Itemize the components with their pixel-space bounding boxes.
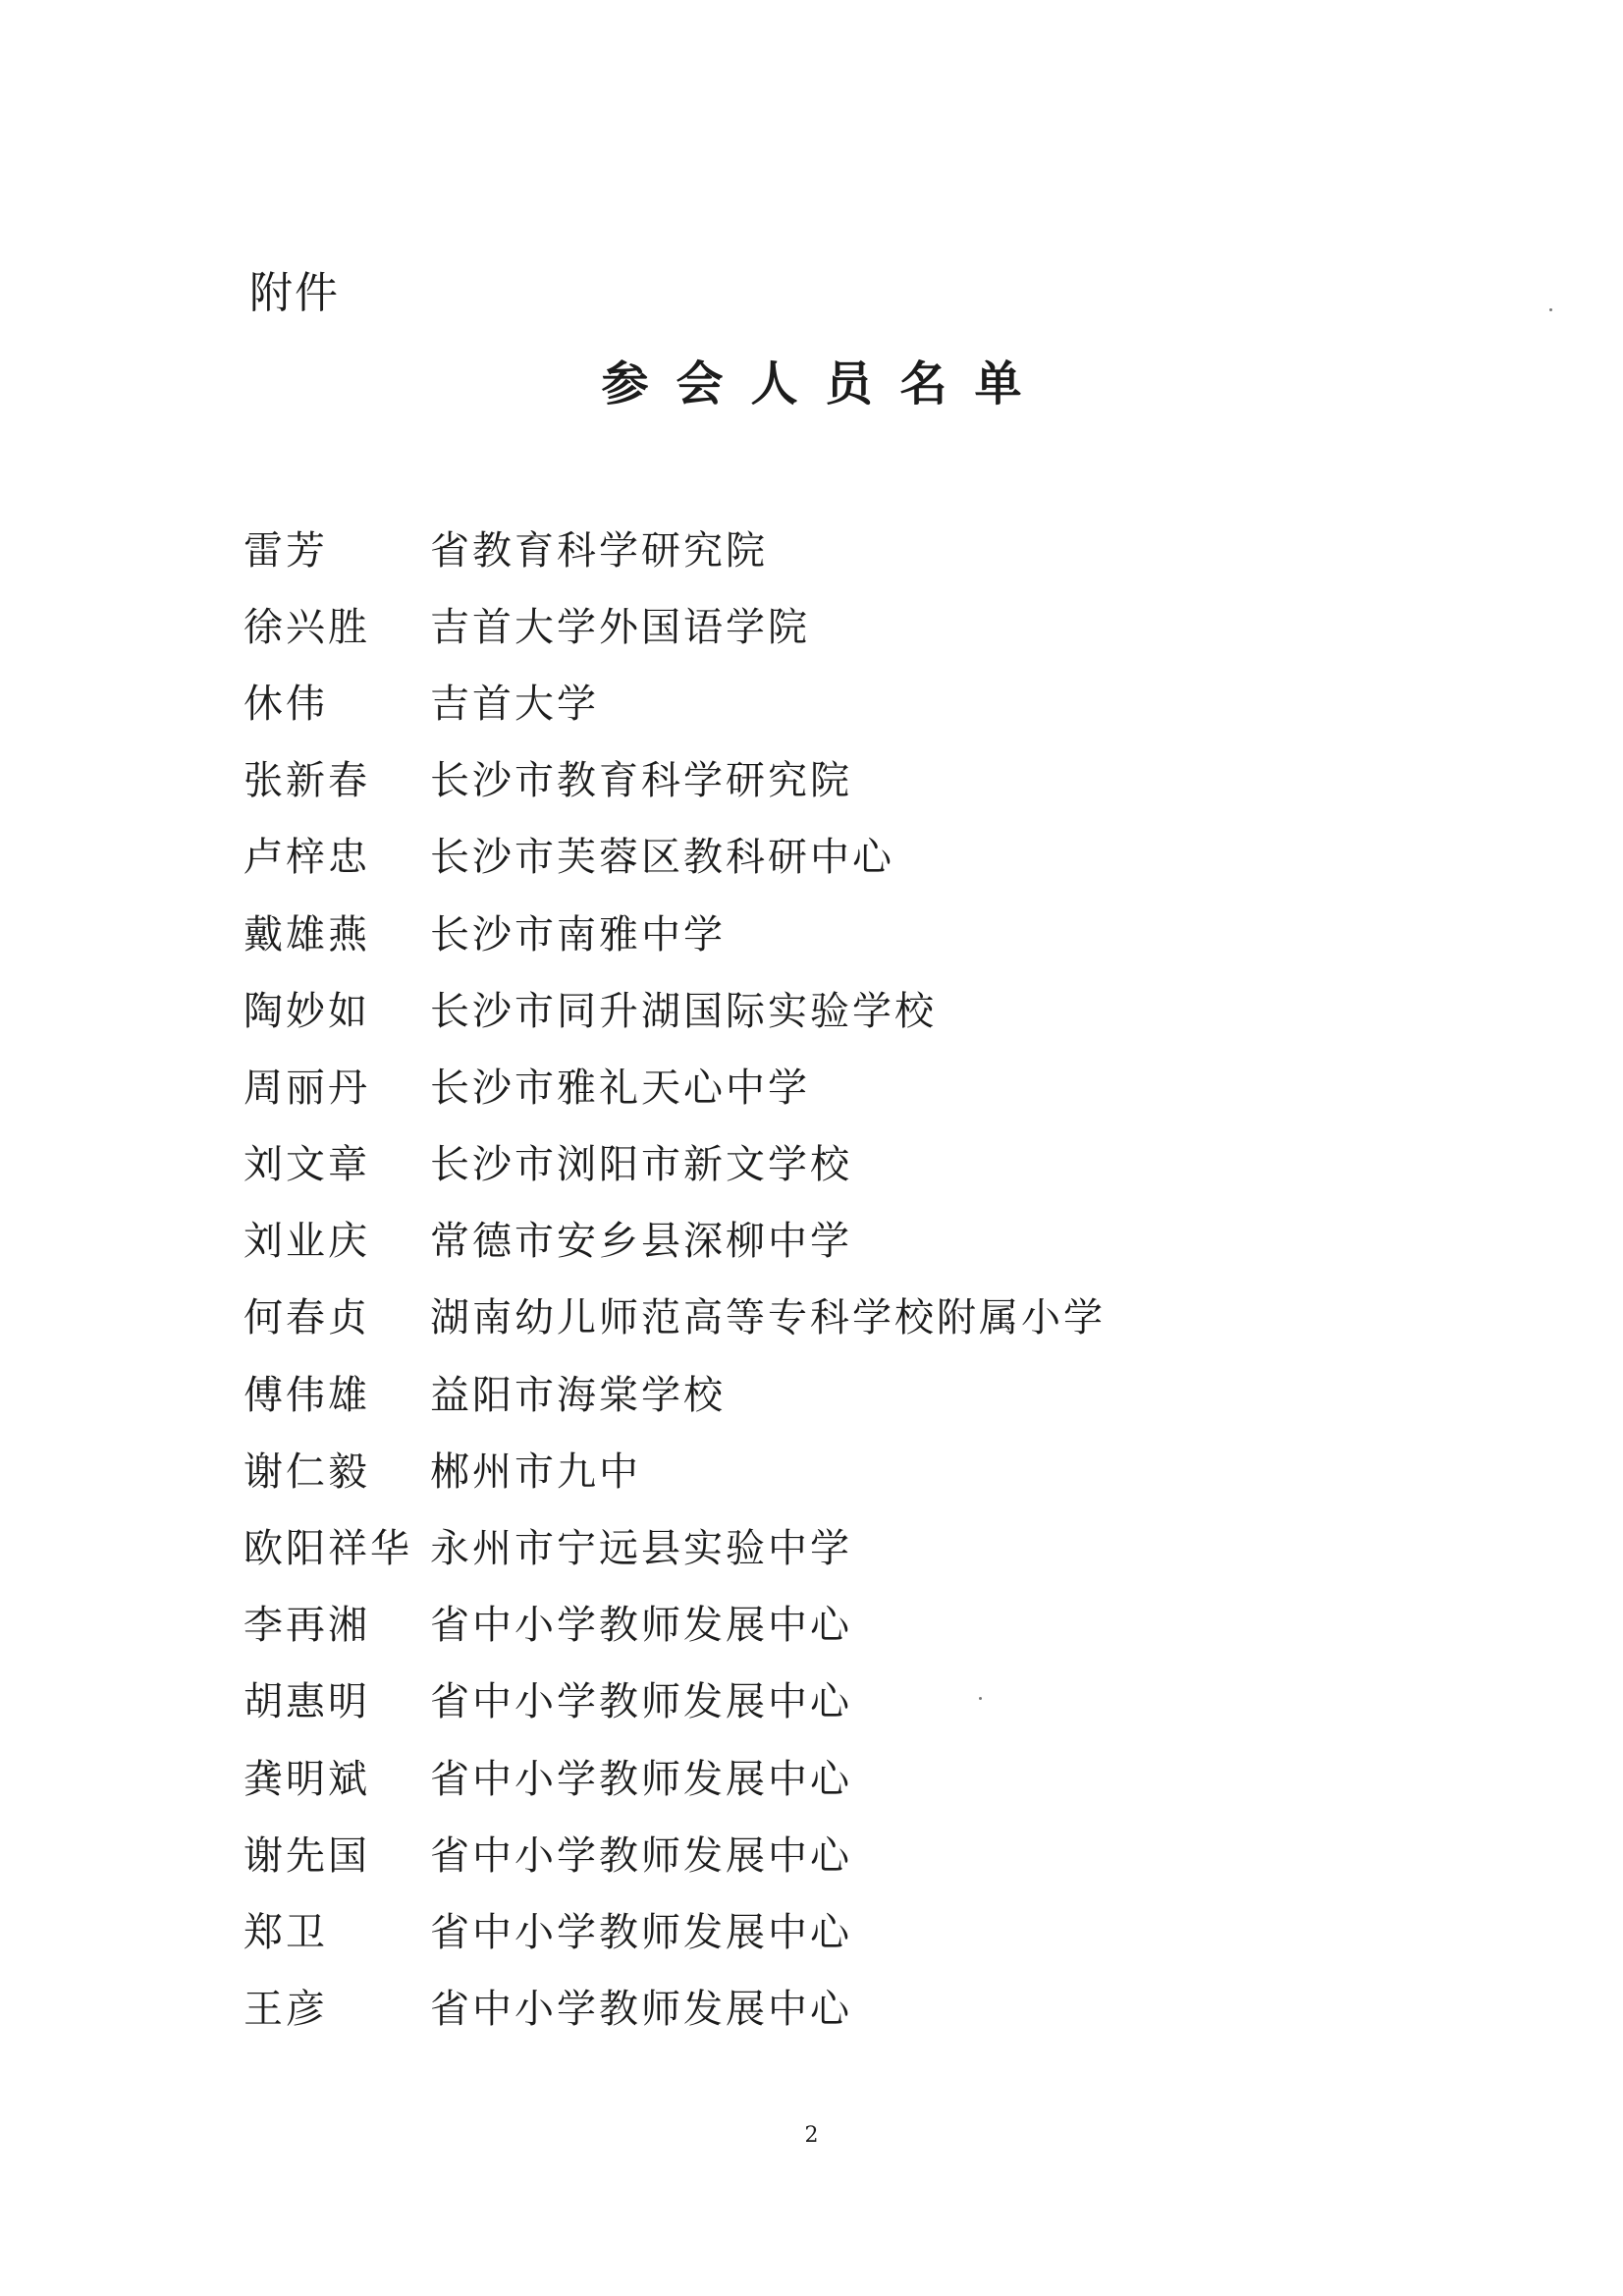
attendee-organization: 郴州市九中 — [430, 1449, 641, 1495]
list-item — [243, 969, 1422, 1046]
attendee-name: 何春贞 — [243, 1295, 370, 1341]
attendee-name: 谢仁毅 — [243, 1449, 370, 1495]
attendee-name: 休伟 — [243, 681, 328, 727]
list-item — [243, 1430, 1422, 1506]
attendee-organization: 常德市安乡县深柳中学 — [430, 1219, 852, 1265]
attendee-organization: 长沙市浏阳市新文学校 — [430, 1142, 852, 1188]
attendee-name: 陶妙如 — [243, 988, 370, 1034]
list-item — [243, 1046, 1422, 1122]
list-item — [243, 662, 1422, 738]
list-item — [243, 1200, 1422, 1277]
list-item — [243, 509, 1422, 585]
attendee-organization: 省中小学教师发展中心 — [430, 1987, 852, 2033]
attendee-name: 刘业庆 — [243, 1219, 370, 1265]
attendee-organization: 省中小学教师发展中心 — [430, 1679, 852, 1725]
attendee-organization: 长沙市雅礼天心中学 — [430, 1065, 810, 1111]
list-item — [243, 816, 1422, 893]
attendee-name: 徐兴胜 — [243, 604, 370, 650]
attachment-label: 附件 — [249, 268, 340, 318]
list-item — [243, 1584, 1422, 1661]
list-item — [243, 1814, 1422, 1890]
attendee-organization: 省教育科学研究院 — [430, 527, 768, 574]
attendee-name: 戴雄燕 — [243, 911, 370, 957]
attendee-name: 张新春 — [243, 758, 370, 804]
list-item — [243, 1123, 1422, 1200]
scan-speck — [979, 1697, 982, 1700]
attendee-name: 欧阳祥华 — [243, 1526, 412, 1572]
attendee-name: 李再湘 — [243, 1603, 370, 1649]
attendee-name: 卢梓忠 — [243, 835, 370, 881]
list-item — [243, 1277, 1422, 1353]
attendee-organization: 长沙市教育科学研究院 — [430, 758, 852, 804]
scan-speck — [1549, 308, 1552, 311]
attendee-name: 龚明斌 — [243, 1756, 370, 1802]
list-item — [243, 1506, 1422, 1583]
attendee-organization: 长沙市同升湖国际实验学校 — [430, 988, 937, 1034]
list-item — [243, 893, 1422, 969]
page-title: 参会人员名单 — [601, 356, 1050, 411]
attendee-list — [243, 509, 1422, 2045]
attendee-name: 王彦 — [243, 1987, 328, 2033]
attendee-name: 谢先国 — [243, 1832, 370, 1879]
list-item — [243, 1890, 1422, 1967]
attendee-organization: 益阳市海棠学校 — [430, 1372, 726, 1418]
attendee-organization: 省中小学教师发展中心 — [430, 1832, 852, 1879]
list-item — [243, 739, 1422, 816]
list-item — [243, 1661, 1422, 1737]
attendee-organization: 省中小学教师发展中心 — [430, 1603, 852, 1649]
list-item — [243, 585, 1422, 662]
attendee-name: 胡惠明 — [243, 1679, 370, 1725]
attendee-name: 刘文章 — [243, 1142, 370, 1188]
attendee-organization: 长沙市芙蓉区教科研中心 — [430, 835, 894, 881]
attendee-organization: 长沙市南雅中学 — [430, 911, 726, 957]
list-item — [243, 1968, 1422, 2045]
attendee-organization: 湖南幼儿师范高等专科学校附属小学 — [430, 1295, 1106, 1341]
attendee-organization: 永州市宁远县实验中学 — [430, 1526, 852, 1572]
attendee-organization: 省中小学教师发展中心 — [430, 1909, 852, 1955]
attendee-organization: 吉首大学外国语学院 — [430, 604, 810, 650]
attendee-name: 傅伟雄 — [243, 1372, 370, 1418]
attendee-name: 周丽丹 — [243, 1065, 370, 1111]
page-number: 2 — [804, 2123, 819, 2148]
list-item — [243, 1353, 1422, 1430]
attendee-organization: 吉首大学 — [430, 681, 599, 727]
attendee-name: 雷芳 — [243, 527, 328, 574]
list-item — [243, 1737, 1422, 1814]
attendee-organization: 省中小学教师发展中心 — [430, 1756, 852, 1802]
attendee-name: 郑卫 — [243, 1909, 328, 1955]
